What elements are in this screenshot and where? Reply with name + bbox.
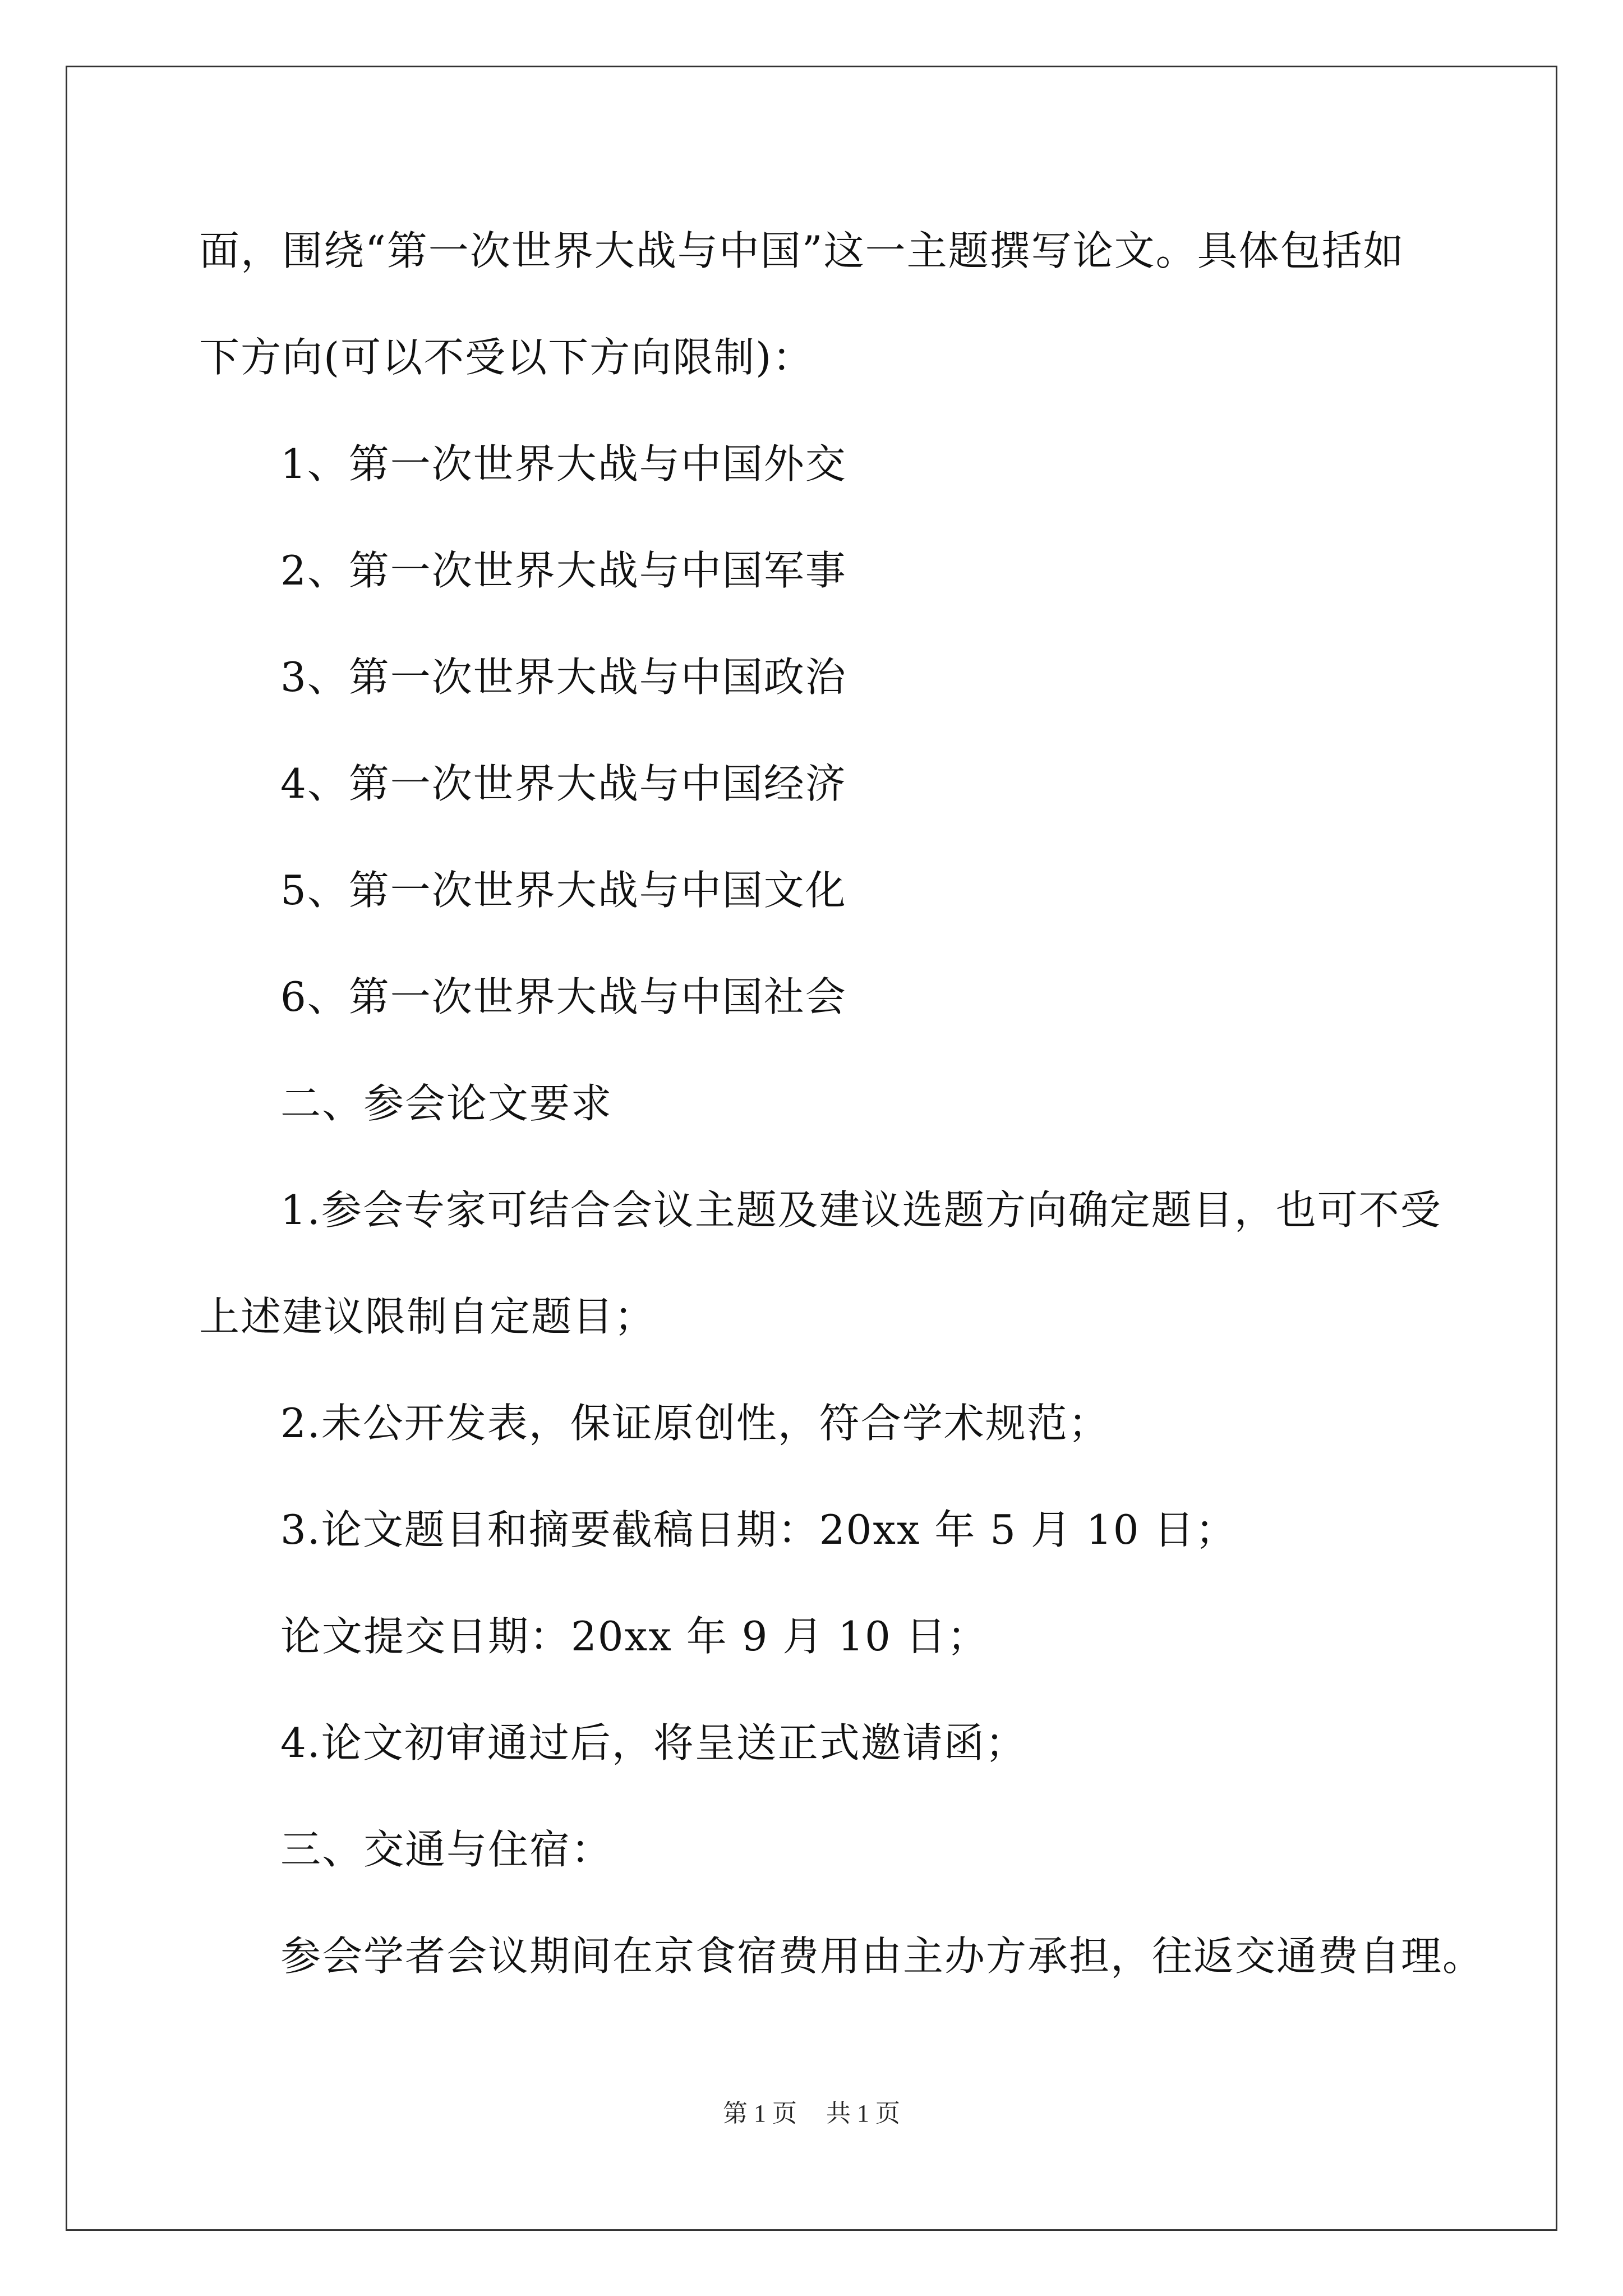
list-item: 3、第一次世界大战与中国政治 <box>280 654 847 701</box>
paragraph-line: 面，围绕“第一次世界大战与中国”这一主题撰写论文。具体包括如 <box>199 227 1405 274</box>
paragraph-line: 2.未公开发表，保证原创性，符合学术规范； <box>280 1400 1110 1447</box>
section-heading: 三、交通与住宿： <box>280 1826 613 1873</box>
paragraph-line: 上述建议限制自定题目； <box>199 1293 656 1340</box>
paragraph-line: 3.论文题目和摘要截稿日期：20xx 年 5 月 10 日； <box>280 1506 1237 1553</box>
paragraph-line: 1.参会专家可结合会议主题及建议选题方向确定题目，也可不受 <box>280 1186 1442 1234</box>
page-number: 第 1 页 <box>723 2100 797 2127</box>
list-item: 1、第一次世界大战与中国外交 <box>280 440 847 487</box>
page-border <box>66 66 1557 2231</box>
section-heading: 二、参会论文要求 <box>280 1080 613 1127</box>
paragraph-line: 下方向(可以不受以下方向限制)： <box>199 334 814 381</box>
page-total: 共 1 页 <box>826 2100 900 2127</box>
paragraph-line: 论文提交日期：20xx 年 9 月 10 日； <box>280 1613 989 1660</box>
list-item: 2、第一次世界大战与中国军事 <box>280 547 847 594</box>
list-item: 4、第一次世界大战与中国经济 <box>280 760 847 807</box>
paragraph-line: 4.论文初审通过后，将呈送正式邀请函； <box>280 1719 1027 1766</box>
list-item: 6、第一次世界大战与中国社会 <box>280 973 847 1020</box>
list-item: 5、第一次世界大战与中国文化 <box>280 867 847 914</box>
paragraph-line: 参会学者会议期间在京食宿费用由主办方承担，往返交通费自理。 <box>280 1932 1484 1980</box>
page-footer <box>0 2097 1623 2131</box>
